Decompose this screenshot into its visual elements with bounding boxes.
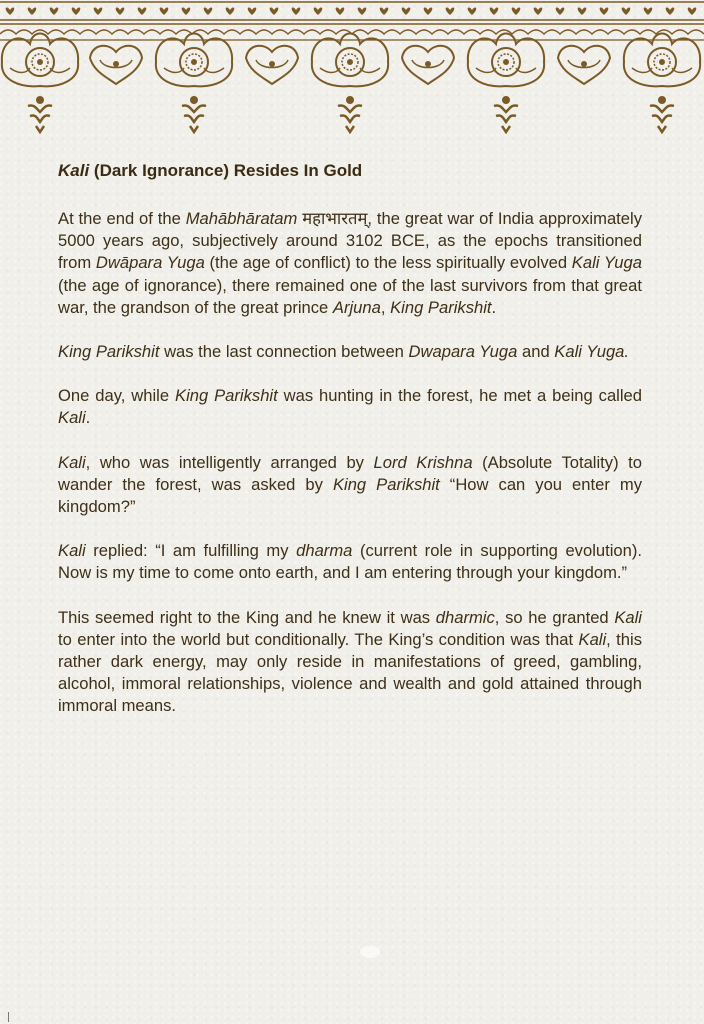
paragraph-3: One day, while King Parikshit was hunting in the forest, he met a being called Kali. [58,386,642,428]
corner-mark [8,1012,9,1022]
paragraph-4: Kali, who was intelligently arranged by Lord Krishna (Absolute Totality) to wander the forest, was asked by King Parikshit “How can you enter my kingdom?” [58,452,642,517]
decorative-border [0,0,704,140]
paragraph-1: At the end of the Mahābhāratam महाभारतम्, the great war of India approximately 5000 years ago, subjectively around 3102 BCE, as the epochs transitioned from Dwāpara Yuga (the age of conflict) to the less spiritually evolved Kali Yuga (the age of ignorance), there remained one of the last survivors from that great war, the grandson of the great prince Arjuna, King Parikshit. [58,209,642,317]
article-title: Kali (Dark Ignorance) Resides In Gold [58,161,363,180]
article [58,160,642,740]
paragraph-2: King Parikshit was the last connection between Dwapara Yuga and Kali Yuga. [58,342,630,362]
paper-smudge [360,946,380,958]
paragraph-6: This seemed right to the King and he knew it was dharmic, so he granted Kali to enter into the world but conditionally. The King’s condition was that Kali, this rather dark energy, may only reside in manifestations of greed, gambling, alcohol, immoral relationships, violence and wealth and gold attained through immoral means. [58,607,643,716]
paragraph-5: Kali replied: “I am fulfilling my dharma (current role in supporting evolution). Now is my time to come onto earth, and I am entering through your kingdom.” [58,541,643,583]
